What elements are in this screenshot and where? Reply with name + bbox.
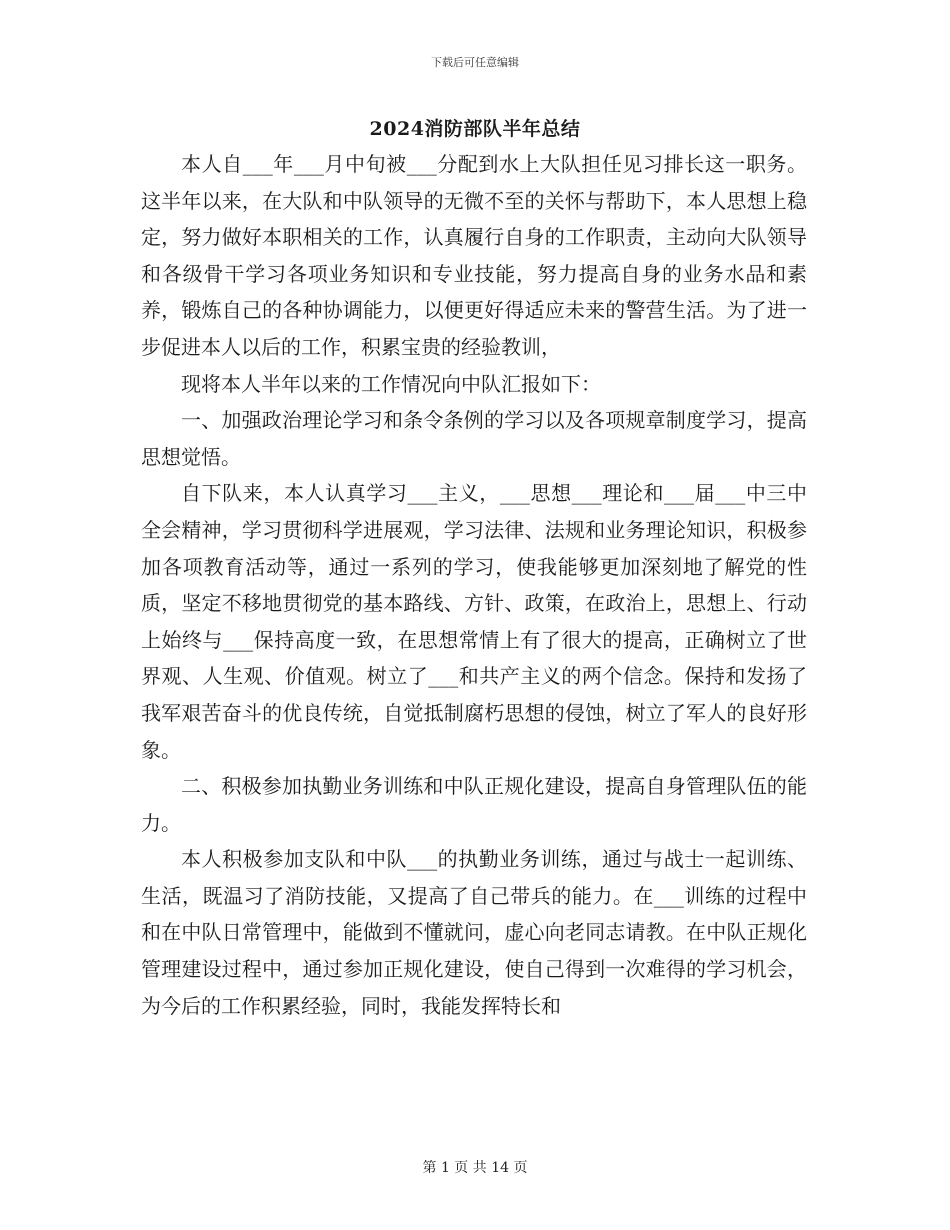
document-body [141,146,807,1024]
page-number: 第 1 页 共 14 页 [422,1160,528,1176]
paragraph-training: 本人积极参加支队和中队___的执勤业务训练，通过与战士一起训练、生活，既温习了消防技能，又提高了自己带兵的能力。在___训练的过程中和在中队日常管理中，能做到不懂就问，虚心向老同志请教。在中队正规化管理建设过程中，通过参加正规化建设，使自己得到一次难得的学习机会，为今后的工作积累经验，同时，我能发挥特长和 [141,847,807,1018]
paragraph-political-study: 自下队来，本人认真学习___主义，___思想___理论和___届___中三中全会精神，学习贯彻科学进展观，学习法律、法规和业务理论知识，积极参加各项教育活动等，通过一系列的学习，使我能够更加深刻地了解党的性质，坚定不移地贯彻党的基本路线、方针、政策，在政治上，思想上、行动上始终与___保持高度一致，在思想常情上有了很大的提高，正确树立了世界观、人生观、价值观。树立了___和共产主义的两个信念。保持和发扬了我军艰苦奋斗的优良传统，自觉抵制腐朽思想的侵蚀，树立了军人的良好形象。 [141,481,807,762]
section-heading-1: 一、加强政治理论学习和条令条例的学习以及各项规章制度学习，提高思想觉悟。 [141,408,807,469]
document-title: 2024消防部队半年总结 [369,118,581,140]
paragraph-report-lead: 现将本人半年以来的工作情况向中队汇报如下： [181,371,601,396]
download-note: 下载后可任意编辑 [431,56,519,69]
paragraph-intro: 本人自___年___月中旬被___分配到水上大队担任见习排长这一职务。这半年以来，在大队和中队领导的无微不至的关怀与帮助下，本人思想上稳定，努力做好本职相关的工作，认真履行自身的工作职责，主动向大队领导和各级骨干学习各项业务知识和专业技能，努力提高自身的业务水品和素养，锻炼自己的各种协调能力，以便更好得适应未来的警营生活。为了进一步促进本人以后的工作，积累宝贵的经验教训， [141,152,807,359]
section-heading-2: 二、积极参加执勤业务训练和中队正规化建设，提高自身管理队伍的能力。 [141,774,807,835]
